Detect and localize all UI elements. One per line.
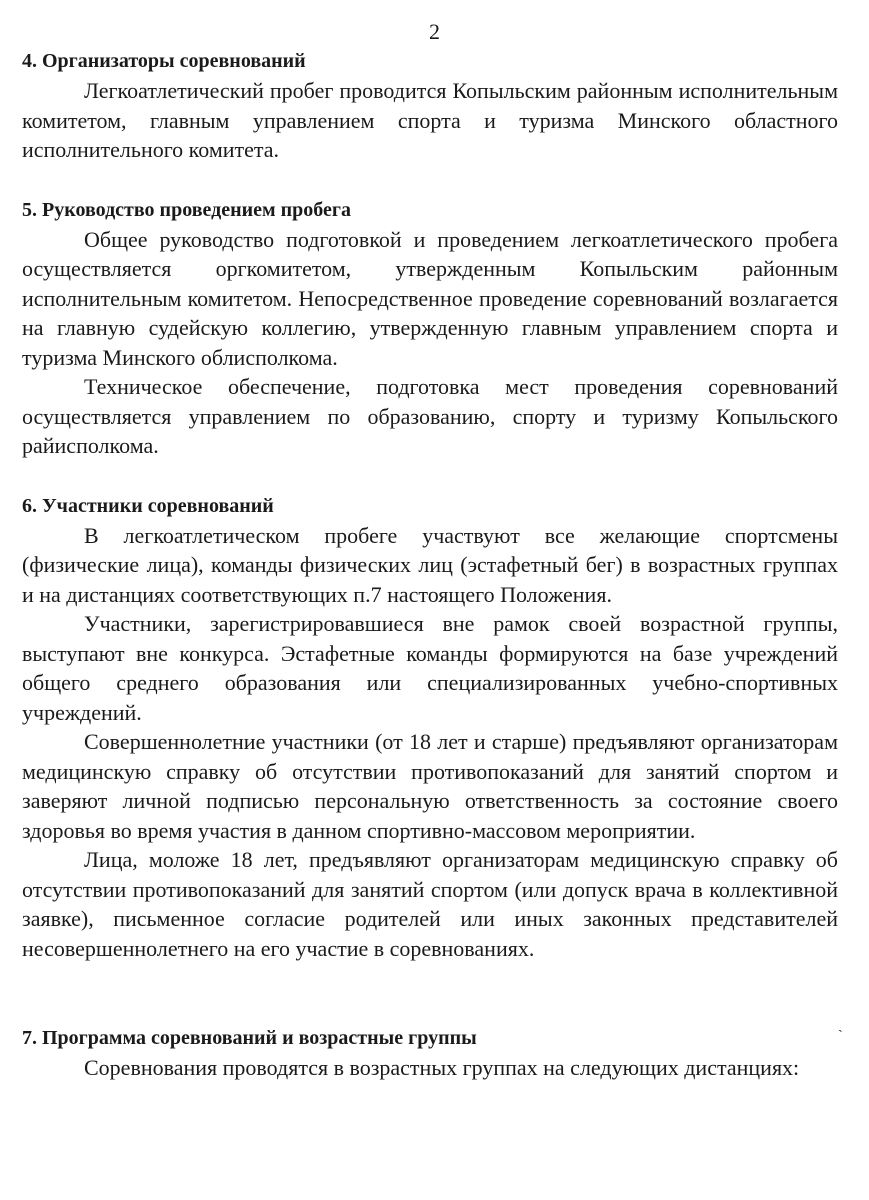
scan-speck-mark: ˏ	[838, 1018, 843, 1033]
paragraph: Участники, зарегистрировавшиеся вне рамок своей возрастной группы, выступают вне конкурса. Эстафетные команды формируются на базе учреждений общего среднего образования или специализированных учебно-спортивных учреждений.	[22, 611, 838, 725]
paragraph: Техническое обеспечение, подготовка мест проведения соревнований осуществляется управлением по образованию, спорту и туризму Копыльского райисполкома.	[22, 374, 838, 458]
section-organizers	[22, 46, 838, 165]
paragraph: Соревнования проводятся в возрастных группах на следующих дистанциях:	[84, 1055, 800, 1080]
section-program	[22, 1023, 838, 1083]
paragraph: Легкоатлетический пробег проводится Копыльским районным исполнительным комитетом, главным управлением спорта и туризма Минского областного исполнительного комитета.	[22, 78, 838, 162]
section-heading-participants: 6. Участники соревнований	[22, 494, 274, 517]
document-body	[22, 46, 838, 1083]
paragraph: В легкоатлетическом пробеге участвуют все желающие спортсмены (физические лица), команды физических лиц (эстафетный бег) в возрастных группах и на дистанциях соответствующих п.7 настоящего Положения.	[22, 522, 838, 607]
section-participants	[22, 491, 838, 964]
section-management	[22, 195, 838, 461]
section-heading-program: 7. Программа соревнований и возрастные группы	[22, 1027, 477, 1049]
section-heading-management: 5. Руководство проведением пробега	[22, 198, 351, 221]
paragraph: Общее руководство подготовкой и проведением легкоатлетического пробега осуществляется оргкомитетом, утвержденным Копыльским районным исполнительным комитетом. Непосредственное проведение соревнований возлагается на главную судейскую коллегию, утвержденную главным управлением спорта и туризма Минского облисполкома.	[22, 226, 838, 370]
paragraph: Совершеннолетние участники (от 18 лет и старше) предъявляют организаторам медицинскую справку об отсутствии противопоказаний для занятий спортом и заверяют личной подписью персональную ответственность за состояние своего здоровья во время участия в данном спортивно-массовом мероприятии.	[22, 729, 838, 843]
section-heading-organizers: 4. Организаторы соревнований	[22, 50, 306, 72]
page-number: 2	[429, 19, 440, 44]
paragraph: Лица, моложе 18 лет, предъявляют организаторам медицинскую справку об отсутствии противопоказаний для занятий спортом (или допуск врача в коллективной заявке), письменное согласие родителей или иных законных представителей несовершеннолетнего на его участие в соревнованиях.	[22, 847, 838, 961]
